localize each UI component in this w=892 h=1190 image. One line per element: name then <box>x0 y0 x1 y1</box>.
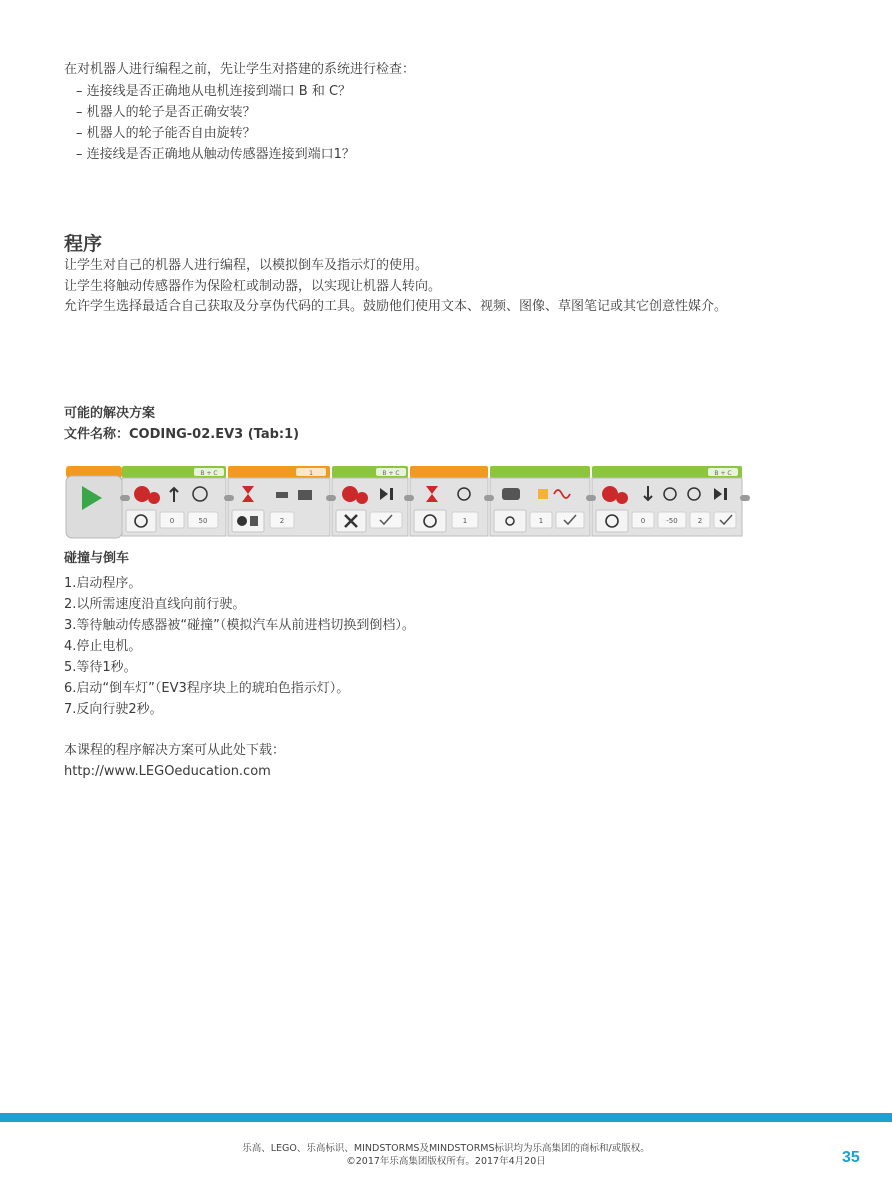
check-list <box>76 81 355 165</box>
check-item: – 连接线是否正确地从电机连接到端口 B 和 C？ <box>76 81 355 102</box>
footer-accent-bar <box>0 1113 892 1122</box>
step-item: 5.等待1秒。 <box>64 660 137 675</box>
start-block <box>66 466 122 538</box>
motor-icon <box>602 486 618 502</box>
check-item: – 机器人的轮子是否正确安装？ <box>76 102 355 123</box>
step-item: 7.反向行驶2秒。 <box>64 702 163 717</box>
solution-filename: 文件名称：CODING-02.EV3 (Tab:1) <box>64 427 300 442</box>
value-label: 2 <box>697 517 703 525</box>
brick-icon <box>502 488 520 500</box>
footer-trademark: 乐高、LEGO、乐高标识、MINDSTORMS及MINDSTORMS标识均为乐高集团的商标和/或版权。 <box>242 1143 650 1154</box>
section-heading-program: 程序 <box>64 233 103 255</box>
wait-touch-block <box>228 466 330 536</box>
value-label: 50 <box>198 517 208 525</box>
motor-icon <box>134 486 150 502</box>
value-label: 0 <box>640 517 646 525</box>
program-line: 让学生对自己的机器人进行编程，以模拟倒车及指示灯的使用。 <box>64 258 429 273</box>
move-block-stop <box>332 466 408 536</box>
port-label: 1 <box>309 470 313 477</box>
step-item: 1.启动程序。 <box>64 576 142 591</box>
download-intro: 本课程的程序解决方案可从此处下载： <box>64 743 286 758</box>
move-block-reverse <box>592 466 742 536</box>
value-label: -50 <box>666 517 678 525</box>
amber-light-icon <box>538 489 548 499</box>
step-item: 3.等待触动传感器被“碰撞”（模拟汽车从前进档切换到倒档）。 <box>64 618 415 633</box>
check-item: – 机器人的轮子能否自由旋转？ <box>76 123 355 144</box>
move-block-forward <box>122 466 226 536</box>
page-number: 35 <box>842 1149 860 1166</box>
step-item: 6.启动“倒车灯”（EV3程序块上的琥珀色指示灯）。 <box>64 681 350 696</box>
touch-sensor-icon <box>276 492 288 498</box>
value-label: 0 <box>169 517 175 525</box>
program-line: 允许学生选择最适合自己获取及分享伪代码的工具。鼓励他们使用文本、视频、图像、草图笔记或其它创意性媒介。 <box>64 299 728 314</box>
download-link[interactable]: http://www.LEGOeducation.com <box>64 764 271 779</box>
check-item: – 连接线是否正确地从触动传感器连接到端口1？ <box>76 144 355 165</box>
footer-copyright: ©2017年乐高集团版权所有。2017年4月20日 <box>346 1156 546 1167</box>
solution-title: 可能的解决方案 <box>64 406 156 421</box>
port-label: B + C <box>200 470 218 477</box>
check-intro: 在对机器人进行编程之前，先让学生对搭建的系统进行检查： <box>64 62 416 77</box>
value-label: 1 <box>538 517 544 525</box>
footer <box>0 1142 892 1168</box>
port-label: B + C <box>382 470 400 477</box>
ev3-program-blocks <box>64 462 754 542</box>
brick-light-block <box>490 466 590 536</box>
program-line: 让学生将触动传感器作为保险杠或制动器，以实现让机器人转向。 <box>64 278 442 294</box>
port-label: B + C <box>714 470 732 477</box>
step-item: 2.以所需速度沿直线向前行驶。 <box>64 597 246 612</box>
steps-list <box>64 573 415 720</box>
wait-time-block <box>410 466 488 536</box>
value-label: 2 <box>279 517 285 525</box>
value-label: 1 <box>462 517 468 525</box>
program-description <box>64 256 744 318</box>
subsection-title: 碰撞与倒车 <box>64 551 130 566</box>
step-item: 4.停止电机。 <box>64 639 142 654</box>
motor-icon <box>342 486 358 502</box>
